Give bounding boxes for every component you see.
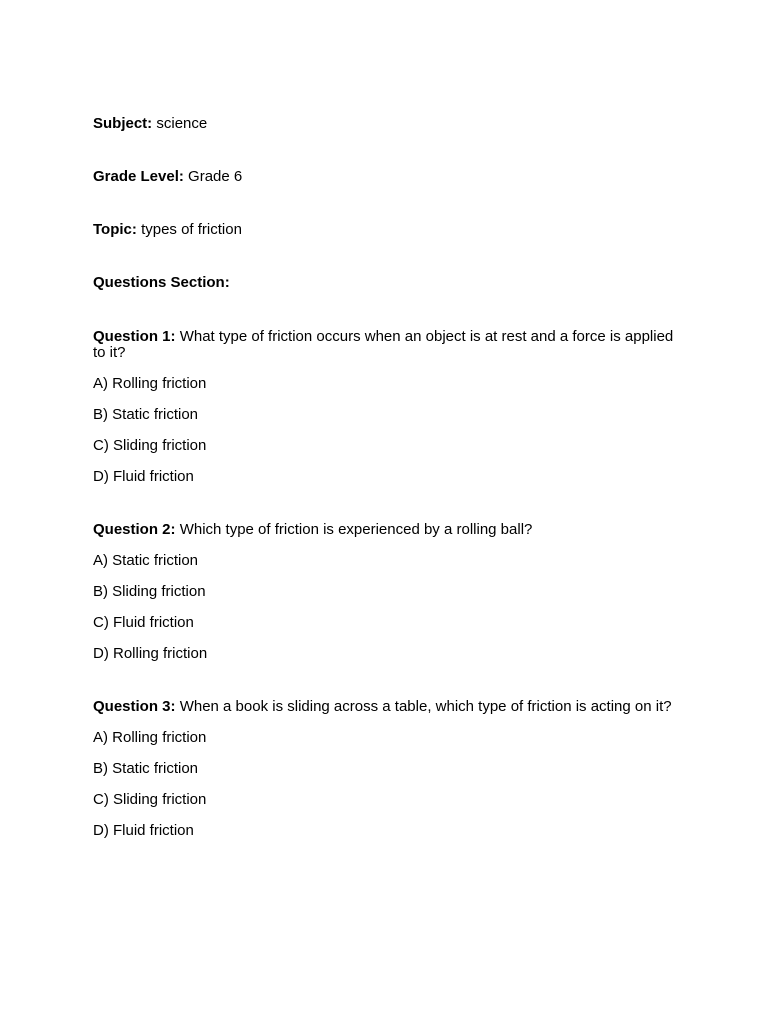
subject-line: [93, 115, 683, 133]
question-3-option-b: B) Static friction: [93, 760, 199, 777]
question-2-option-c: C) Fluid friction: [93, 614, 194, 631]
grade-level-line: [93, 168, 683, 186]
grade-level-value: Grade 6: [188, 168, 243, 185]
question-2-option-d: D) Rolling friction: [93, 645, 208, 662]
question-2-label: Question 2:: [93, 521, 176, 538]
question-2-prompt: Which type of friction is experienced by a rolling ball?: [179, 521, 533, 538]
question-3-text: [93, 699, 683, 715]
question-3-option-c: C) Sliding friction: [93, 791, 207, 808]
topic-value: types of friction: [141, 221, 242, 238]
question-1-option-b: B) Static friction: [93, 406, 199, 423]
question-1-option-d: D) Fluid friction: [93, 468, 194, 485]
question-3-option-d: D) Fluid friction: [93, 822, 194, 839]
question-3-prompt: When a book is sliding across a table, which type of friction is acting on it?: [179, 698, 672, 715]
question-2-text: [93, 522, 683, 538]
questions-section-title: Questions Section:: [93, 274, 230, 291]
question-2-option-b: B) Sliding friction: [93, 583, 206, 600]
topic-line: [93, 221, 683, 239]
subject-label: Subject:: [93, 115, 153, 132]
topic-label: Topic:: [93, 221, 137, 238]
worksheet-page: [93, 115, 683, 840]
question-1: [93, 329, 683, 486]
question-3-option-a: A) Rolling friction: [93, 729, 207, 746]
question-1-prompt: What type of friction occurs when an object is at rest and a force is applied to it?: [93, 328, 674, 361]
question-1-text: [93, 329, 683, 361]
question-2: [93, 522, 683, 663]
subject-value: science: [156, 115, 208, 132]
question-1-option-a: A) Rolling friction: [93, 375, 207, 392]
question-1-label: Question 1:: [93, 328, 176, 345]
question-3: [93, 699, 683, 840]
question-3-label: Question 3:: [93, 698, 176, 715]
question-2-option-a: A) Static friction: [93, 552, 199, 569]
grade-level-label: Grade Level:: [93, 168, 184, 185]
question-1-option-c: C) Sliding friction: [93, 437, 207, 454]
